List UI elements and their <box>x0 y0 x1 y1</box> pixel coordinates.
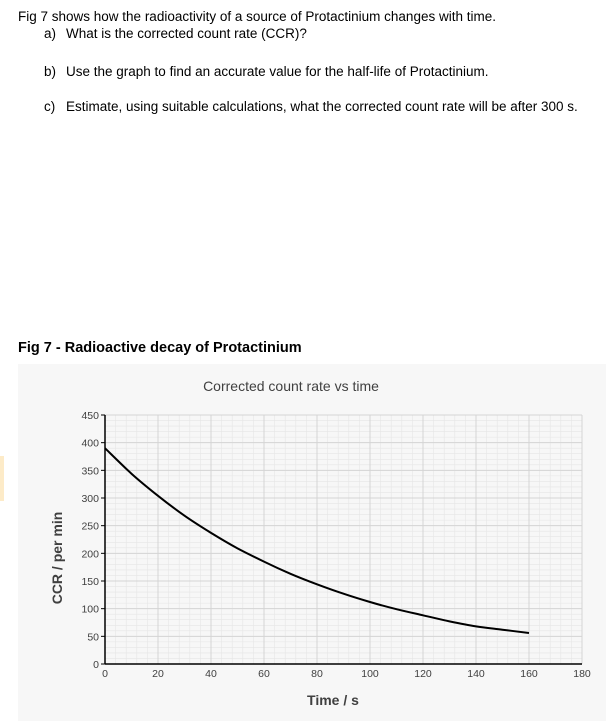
y-tick-label: 200 <box>81 548 99 561</box>
question-letter: b) <box>44 64 57 79</box>
x-tick-label: 180 <box>573 668 591 680</box>
x-tick-label: 160 <box>520 668 538 680</box>
x-tick-label: 80 <box>311 668 323 680</box>
x-tick-label: 60 <box>258 668 270 680</box>
y-tick-label: 350 <box>81 465 99 478</box>
y-tick-label: 450 <box>81 410 99 422</box>
grid <box>105 415 582 664</box>
figure-title: Fig 7 - Radioactive decay of Protactinium <box>18 340 302 356</box>
x-axis-label: Time / s <box>307 692 359 708</box>
x-tick-label: 40 <box>205 668 217 680</box>
x-tick-label: 120 <box>414 668 432 680</box>
y-tick-label: 150 <box>81 576 99 588</box>
y-tick-label: 300 <box>81 493 99 505</box>
y-tick-label: 400 <box>81 437 99 450</box>
intro-text: Fig 7 shows how the radioactivity of a source of Protactinium changes with time. <box>18 9 496 24</box>
x-tick-label: 100 <box>361 668 379 680</box>
y-axis-label: CCR / per min <box>49 511 65 605</box>
question-letter: c) <box>44 99 56 114</box>
question-text: What is the corrected count rate (CCR)? <box>66 26 307 41</box>
chart-title: Corrected count rate vs time <box>203 378 379 394</box>
question-text: Use the graph to find an accurate value for the half-life of Protactinium. <box>66 64 489 79</box>
y-tick-label: 50 <box>87 631 99 644</box>
x-tick-label: 0 <box>102 668 108 680</box>
y-tick-label: 0 <box>93 659 99 671</box>
y-tick-label: 100 <box>81 603 99 616</box>
question-letter: a) <box>44 26 57 41</box>
question-text: Estimate, using suitable calculations, what the corrected count rate will be after 300 s. <box>66 99 578 114</box>
y-tick-label: 250 <box>81 520 99 533</box>
axes <box>105 415 582 664</box>
x-tick-label: 140 <box>467 668 485 680</box>
x-tick-label: 20 <box>152 668 164 680</box>
